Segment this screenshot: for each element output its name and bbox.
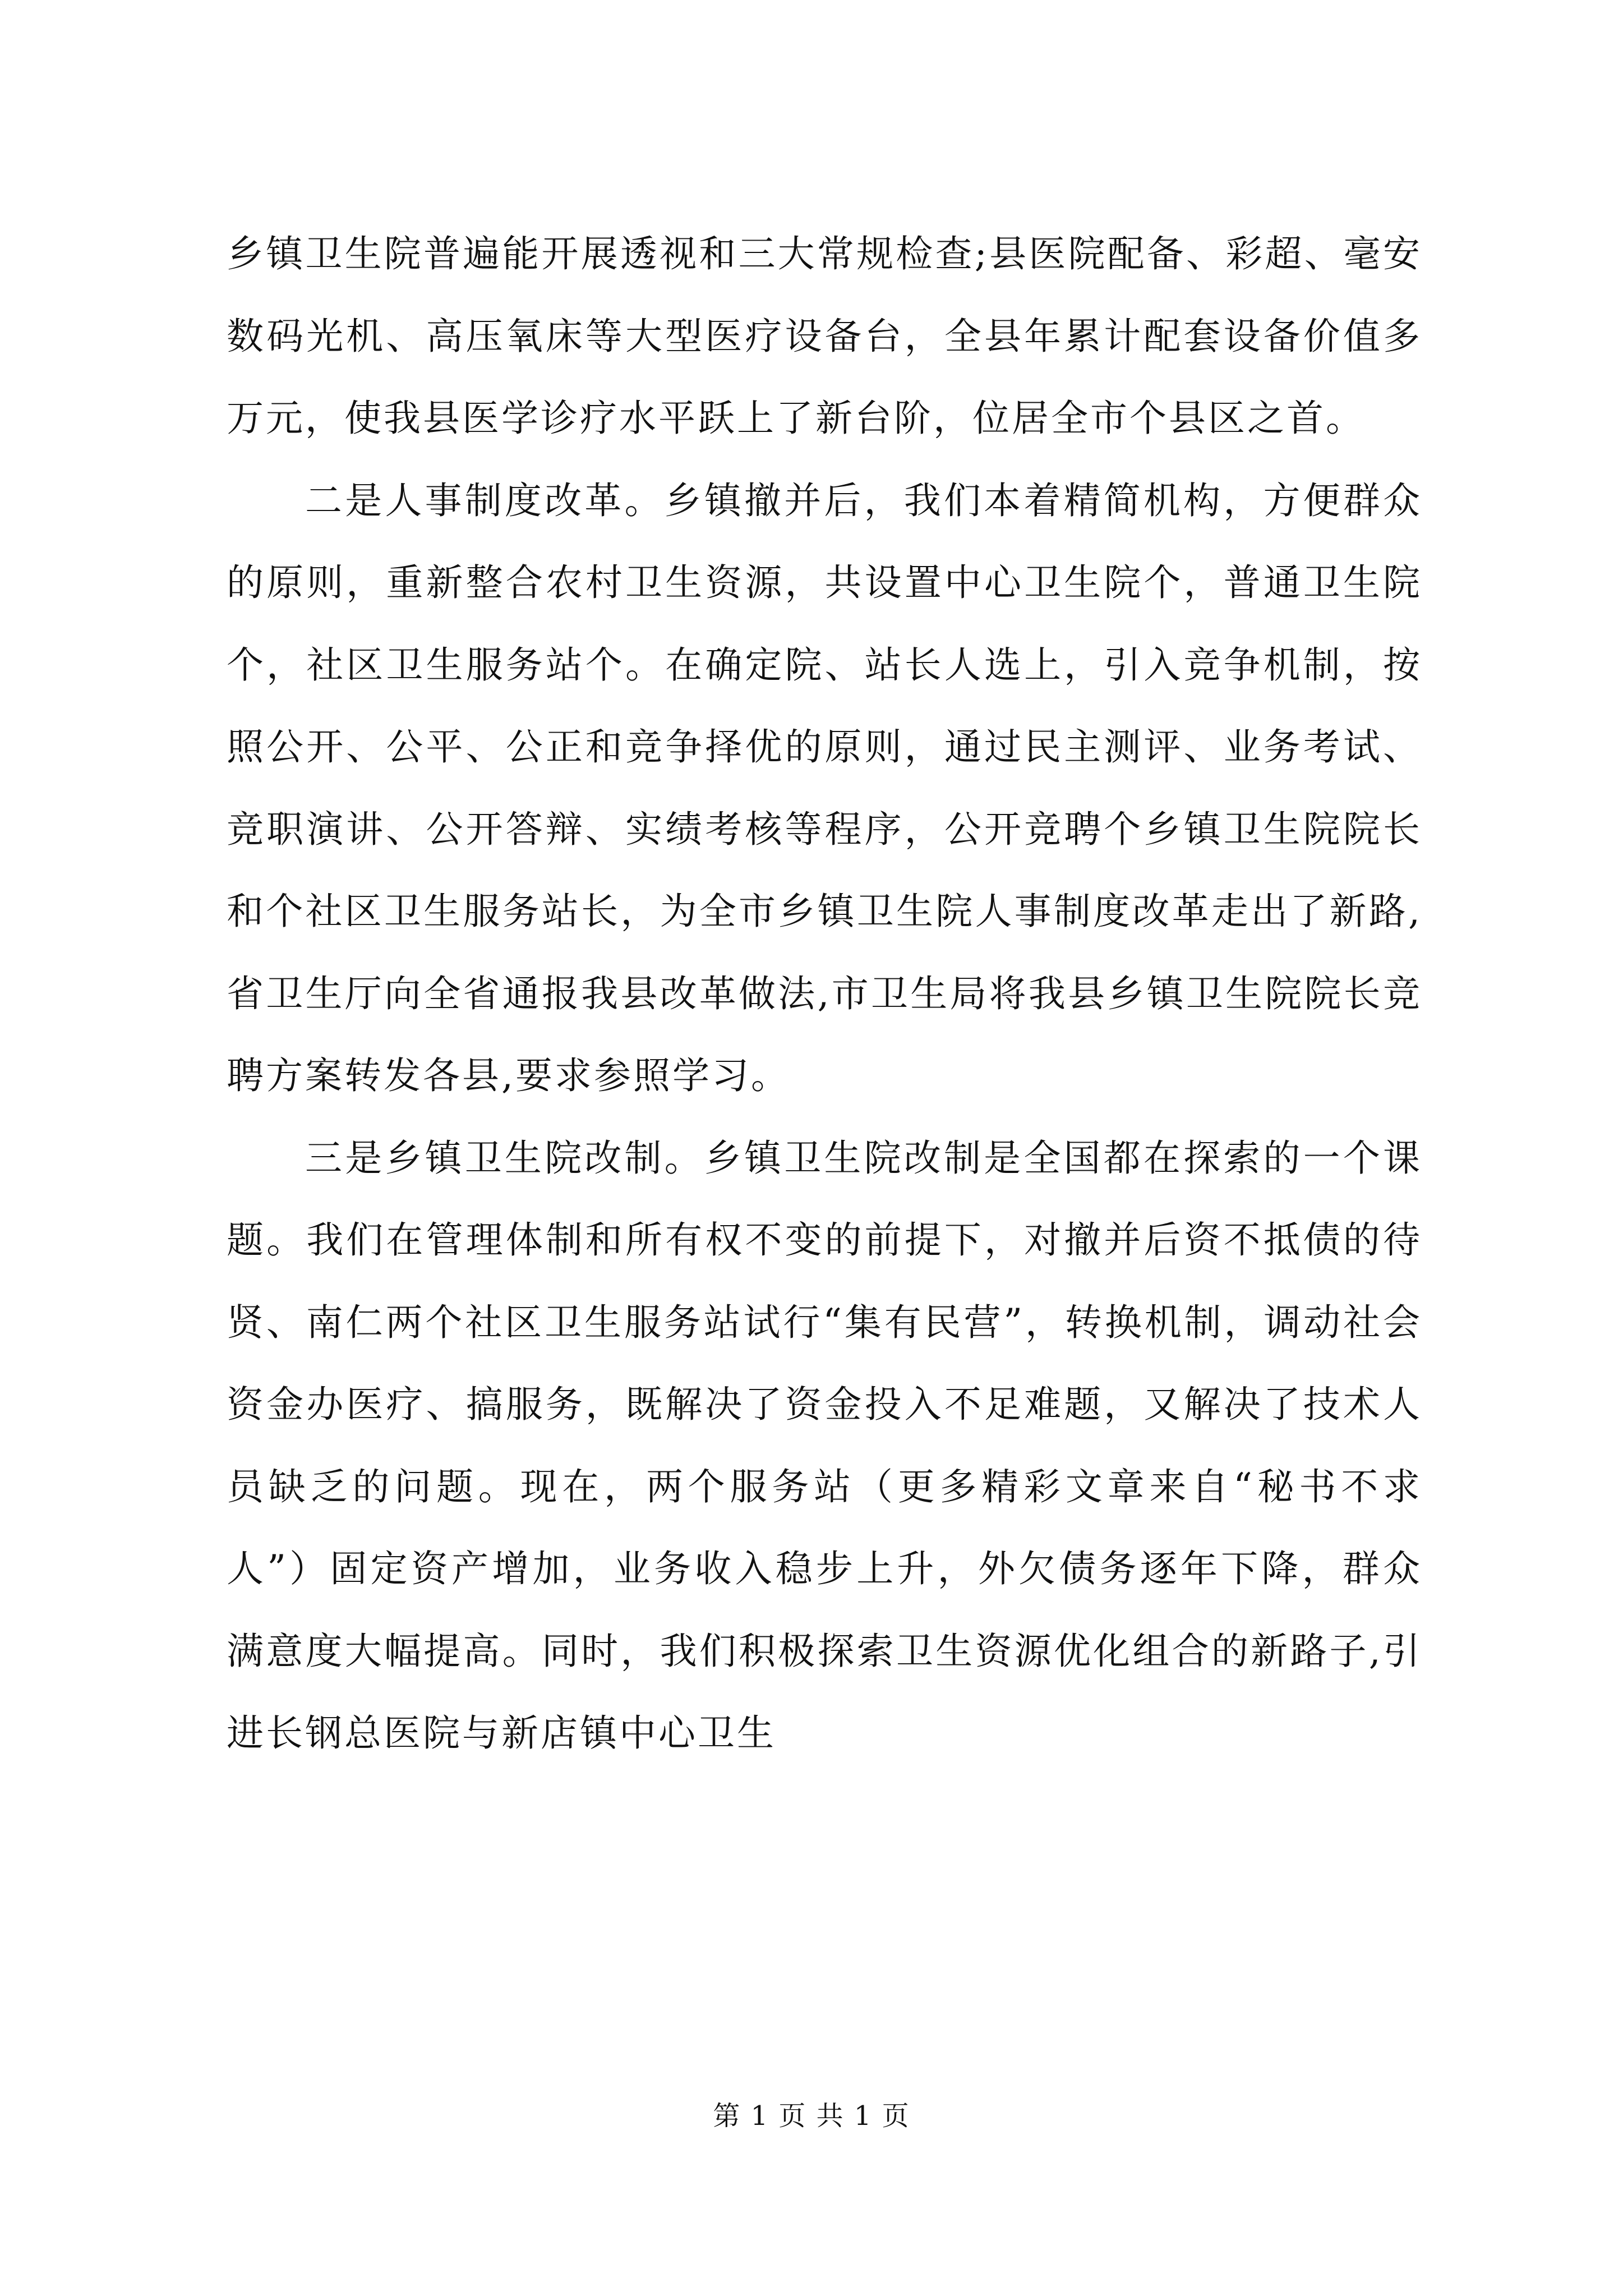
page-footer: 第 1 页 共 1 页	[713, 2100, 910, 2132]
paragraph-hospital-restructuring: 三是乡镇卫生院改制。乡镇卫生院改制是全国都在探索的一个课题。我们在管理体制和所有权不变的前提下，对撤并后资不抵债的待贤、南仁两个社区卫生服务站试行“集有民营”，转换机制，调动社会资金办医疗、搞服务，既解决了资金投入不足难题，又解决了技术人员缺乏的问题。现在，两个服务站（更多精彩文章来自“秘书不求人”）固定资产增加，业务收入稳步上升，外欠债务逐年下降，群众满意度大幅提高。同时，我们积极探索卫生资源优化组合的新路子,引进长钢总医院与新店镇中心卫生	[227, 1136, 1422, 1755]
paragraph-equipment: 乡镇卫生院普遍能开展透视和三大常规检查;县医院配备、彩超、毫安数码光机、高压氧床等大型医疗设备台，全县年累计配套设备价值多万元，使我县医学诊疗水平跃上了新台阶，位居全市个县区之首。	[227, 232, 1422, 440]
document-body	[227, 213, 1422, 1775]
paragraph-personnel-reform: 二是人事制度改革。乡镇撤并后，我们本着精简机构，方便群众的原则，重新整合农村卫生资源，共设置中心卫生院个，普通卫生院个，社区卫生服务站个。在确定院、站长人选上，引入竞争机制，按照公开、公平、公正和竞争择优的原则，通过民主测评、业务考试、竞职演讲、公开答辩、实绩考核等程序，公开竞聘个乡镇卫生院院长和个社区卫生服务站长，为全市乡镇卫生院人事制度改革走出了新路,省卫生厅向全省通报我县改革做法,市卫生局将我县乡镇卫生院院长竞聘方案转发各县,要求参照学习。	[227, 478, 1422, 1097]
